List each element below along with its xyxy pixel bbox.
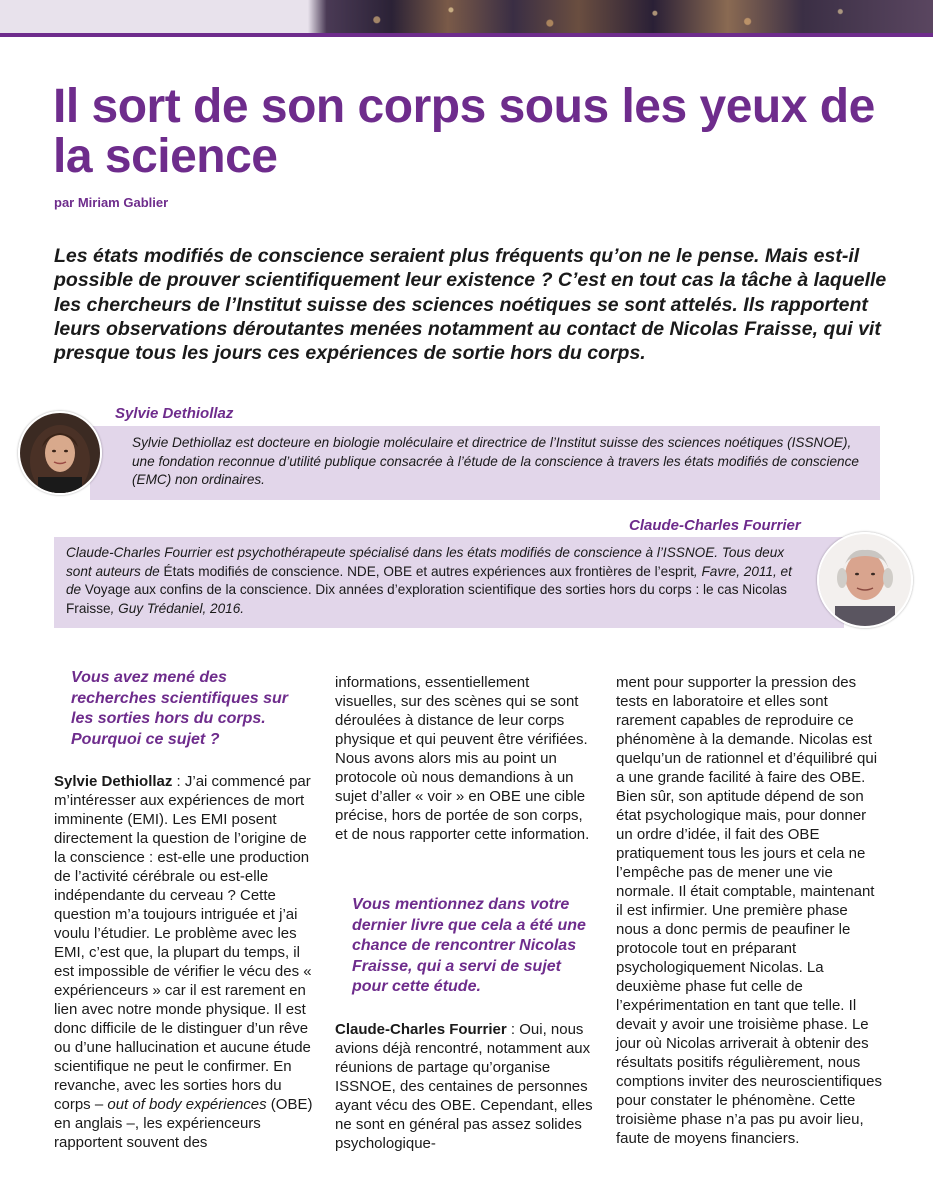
bio-name-sylvie: Sylvie Dethiollaz	[115, 405, 234, 422]
title-bold-part: Il sort de son corps	[53, 80, 486, 133]
question-1: Vous avez mené des recherches scientifiques sur les sorties hors du corps. Pourquoi ce sujet ?	[71, 669, 288, 748]
city-lights-decoration	[315, 0, 933, 33]
column-2-text: informations, essentiellement visuelles, sur des scènes qui se sont déroulées à distance de leur corps physique et qui peuvent être vérifiées. Nous avons alors mis au point un protocole où nous demandions à un sujet d’aller « voir » en OBE une cible précise, hors de portée de son corps, et de nous rapporter cette information.	[335, 674, 590, 843]
bio-text-claude-3: , Guy Trédaniel, 2016.	[110, 600, 245, 616]
bio-box-sylvie	[90, 426, 880, 500]
portrait-claude-icon	[817, 532, 913, 628]
column-2	[335, 673, 595, 1153]
answer-1-text-end: (OBE) en anglais –, les expérienceurs rapportent souvent des	[54, 1096, 313, 1151]
title-rest-part: sous les yeux de la science	[53, 80, 875, 183]
answer-1	[54, 772, 316, 1152]
bio-text-claude-2: , Favre, 2011, et de	[66, 563, 792, 597]
answer-2	[335, 1020, 595, 1153]
bio-book-1: États modifiés de conscience. NDE, OBE et autres expériences aux frontières de l’esprit	[163, 563, 694, 579]
speaker-claude: Claude-Charles Fourrier	[335, 1020, 507, 1038]
speaker-sylvie: Sylvie Dethiollaz	[54, 773, 173, 790]
column-3	[616, 673, 882, 1148]
article-title	[53, 82, 913, 182]
question-2: Vous mentionnez dans votre dernier livre que cela a été une chance de rencontrer Nicolas Fraisse, qui a servi de sujet pour cette étude.	[352, 896, 586, 995]
column-1	[54, 668, 316, 1152]
header-photo-banner	[0, 0, 933, 33]
portrait-sylvie-icon	[18, 411, 102, 495]
answer-2-text: : Oui, nous avions déjà rencontré, notamment aux réunions de partage qu’organise ISSNOE, des centaines de personnes ayant vécu des OBE. Cependant, elles ne sont en général pas assez solides psychologique-	[335, 1020, 593, 1152]
bio-book-2: Voyage aux confins de la conscience. Dix années d’exploration scientifique des sorties hors du corps : le cas Nicolas Fraisse	[66, 582, 787, 616]
lead-paragraph: Les états modifiés de conscience seraient plus fréquents qu’on ne le pense. Mais est-il possible de prouver scientifiquement leur existence ? C’est en tout cas la tâche à laquelle les chercheurs de l’Institut suisse des sciences noétiques se sont attelés. Ils rapportent leurs observations déroutantes menées notamment au contact de Nicolas Fraisse, qui vit presque tous les jours ces expériences de sortie hors du corps.	[54, 245, 887, 365]
answer-1-text: : J’ai commencé par m’intéresser aux expériences de mort imminente (EMI). Les EMI posent directement la question de l’origine de la conscience : est-elle une production de l’activité cérébrale ou est-elle indépendante du cerveau ? Cette question m’a toujours intriguée et j’ai voulu l’étudier. Le problème avec les EMI, c’est que, la plupart du temps, il est impossible de vérifier le vécu des « expérienceurs » car il est rarement en lien avec notre monde physique. Il est donc difficile de le distinguer d’un rêve ou d’une hallucination et aucune étude scientifique ne peut le confirmer. En revanche, avec les sorties hors du corps –	[54, 773, 312, 1113]
bio-name-claude: Claude-Charles Fourrier	[629, 517, 801, 534]
column-3-text: ment pour supporter la pression des tests en laboratoire et elles sont rarement capables de reproduire ce phénomène à la demande. Nicolas est quelqu’un de rationnel et d’équilibré qui a une grande facilité à faire des OBE. Bien sûr, son aptitude dépend de son état psychologique mais, pour donner un ordre d’idée, il fait des OBE pratiquement tous les jours et cela ne l’empêche pas de mener une vie normale. Il était comptable, maintenant il est infirmier. Une première phase nous a donc permis de peaufiner le protocole tout en préparant psychologiquement Nicolas. La deuxième phase fut celle de l’expérimentation en tant que telle. Il devait y avoir une troisième phase. Le jour où Nicolas arriverait à obtenir des résultats positifs régulièrement, nous comptions inviter des neuroscientifiques pour constater le phénomène. Cette troisième phase n’a pas pu avoir lieu, faute de moyens financiers.	[616, 674, 882, 1147]
bio-box-claude	[54, 537, 844, 628]
byline: par Miriam Gablier	[54, 195, 169, 210]
bio-text-claude-1: Claude-Charles Fourrier est psychothérapeute spécialisé dans les états modifiés de conscience à l’ISSNOE. Tous deux sont auteurs de	[66, 545, 785, 579]
answer-1-italic: out of body expériences	[107, 1096, 267, 1113]
header-rule	[0, 33, 933, 37]
bio-text-sylvie: Sylvie Dethiollaz est docteure en biologie moléculaire et directrice de l’Institut suisse des sciences noétiques (ISSNOE), une fondation reconnue d’utilité publique consacrée à l’étude de la conscience à travers les états modifiés de conscience (EMC) non ordinaires.	[132, 435, 859, 487]
